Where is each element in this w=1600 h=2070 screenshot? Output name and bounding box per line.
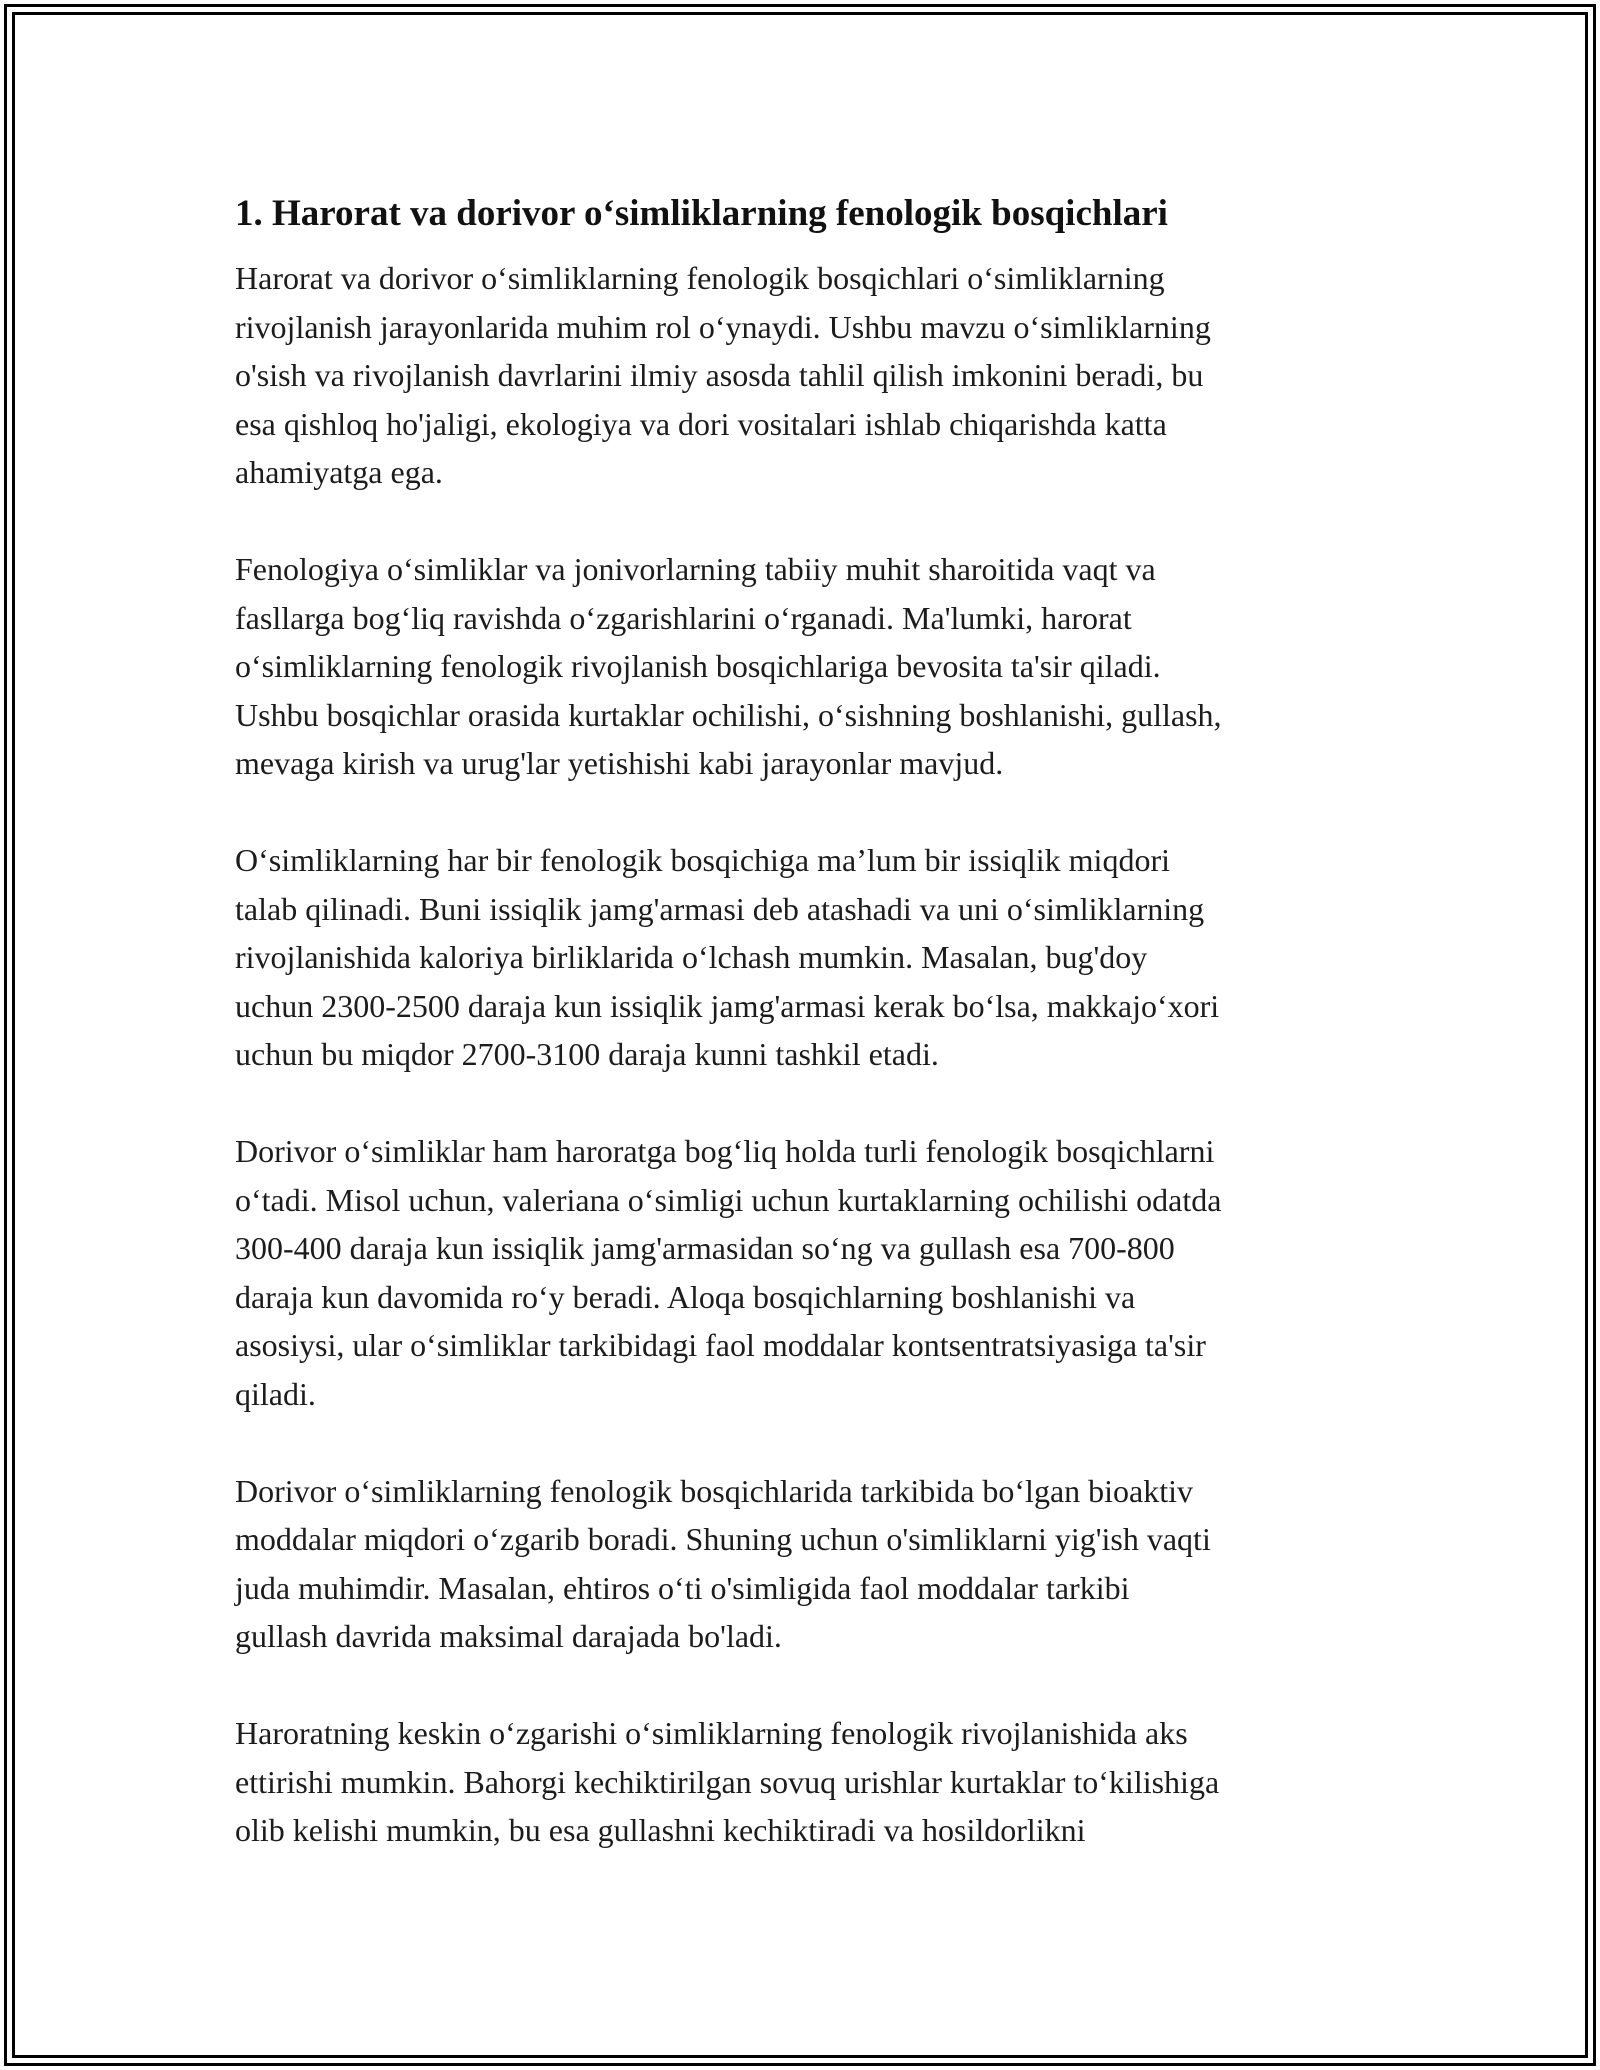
paragraph-line: o'sish va rivojlanish davrlarini ilmiy asosda tahlil qilish imkonini beradi, bu [235, 357, 1204, 393]
paragraph [235, 254, 1375, 497]
paragraph-line: uchun 2300-2500 daraja kun issiqlik jamg'armasi kerak bo‘lsa, makkajo‘xori [235, 987, 1220, 1024]
paragraph-line: fasllarga bog‘liq ravishda o‘zgarishlarini o‘rganadi. Ma'lumki, harorat [235, 599, 1132, 636]
paragraph-line: uchun bu miqdor 2700-3100 daraja kunni tashkil etadi. [235, 1036, 939, 1072]
paragraph-line: o‘simliklarning fenologik rivojlanish bosqichlariga bevosita ta'sir qiladi. [235, 648, 1161, 684]
paragraph-line: Dorivor o‘simliklar ham haroratga bog‘liq holda turli fenologik bosqichlarni [235, 1133, 1215, 1169]
paragraph-line: qiladi. [235, 1375, 316, 1412]
section-heading: 1. Harorat va dorivor o‘simliklarning fenologik bosqichlari [235, 193, 1168, 234]
paragraph-line: Dorivor o‘simliklarning fenologik bosqichlarida tarkibida bo‘lgan bioaktiv [235, 1472, 1194, 1509]
paragraph-line: esa qishloq ho'jaligi, ekologiya va dori vositalari ishlab chiqarishda katta [235, 405, 1167, 442]
paragraph-line: Harorat va dorivor o‘simliklarning fenologik bosqichlari o‘simliklarning [235, 260, 1165, 296]
paragraph-line: O‘simliklarning har bir fenologik bosqichiga ma’lum bir issiqlik miqdori [235, 842, 1170, 878]
paragraph-line: olib kelishi mumkin, bu esa gullashni kechiktiradi va hosildorlikni [235, 1812, 1086, 1848]
paragraph-line: ahamiyatga ega. [235, 454, 443, 490]
paragraph [235, 836, 1375, 1079]
paragraph [235, 1709, 1375, 1855]
paragraph-line: Fenologiya o‘simliklar va jonivorlarning tabiiy muhit sharoitida vaqt va [235, 551, 1156, 587]
paragraph-line: talab qilinadi. Buni issiqlik jamg'armasi deb atashadi va uni o‘simliklarning [235, 890, 1205, 927]
paragraph-line: asosiysi, ular o‘simliklar tarkibidagi faol moddalar kontsentratsiyasiga ta'sir [235, 1327, 1206, 1363]
paragraph [235, 545, 1375, 788]
paragraph-line: Haroratning keskin o‘zgarishi o‘simliklarning fenologik rivojlanishida aks [235, 1715, 1188, 1751]
paragraph-line: o‘tadi. Misol uchun, valeriana o‘simligi uchun kurtaklarning ochilishi odatda [235, 1181, 1222, 1218]
document-body [235, 186, 1375, 1855]
paragraph-line: 300-400 daraja kun issiqlik jamg'armasidan so‘ng va gullash esa 700-800 [235, 1230, 1175, 1266]
paragraph-line: mevaga kirish va urug'lar yetishishi kabi jarayonlar mavjud. [235, 745, 1004, 781]
paragraph [235, 1127, 1375, 1418]
paragraph-line: rivojlanish jarayonlarida muhim rol o‘ynaydi. Ushbu mavzu o‘simliklarning [235, 308, 1211, 345]
paragraph-line: Ushbu bosqichlar orasida kurtaklar ochilishi, o‘sishning boshlanishi, gullash, [235, 696, 1222, 733]
paragraph-line: ettirishi mumkin. Bahorgi kechiktirilgan sovuq urishlar kurtaklar to‘kilishiga [235, 1763, 1220, 1800]
paragraph-line: juda muhimdir. Masalan, ehtiros o‘ti o'simligida faol moddalar tarkibi [235, 1569, 1130, 1606]
paragraph-line: daraja kun davomida ro‘y beradi. Aloqa bosqichlarning boshlanishi va [235, 1278, 1136, 1315]
paragraph-line: gullash davrida maksimal darajada bo'ladi. [235, 1618, 782, 1654]
paragraph-line: rivojlanishida kaloriya birliklarida o‘lchash mumkin. Masalan, bug'doy [235, 939, 1148, 975]
paragraph [235, 1467, 1375, 1661]
paragraph-line: moddalar miqdori o‘zgarib boradi. Shuning uchun o'simliklarni yig'ish vaqti [235, 1521, 1211, 1557]
